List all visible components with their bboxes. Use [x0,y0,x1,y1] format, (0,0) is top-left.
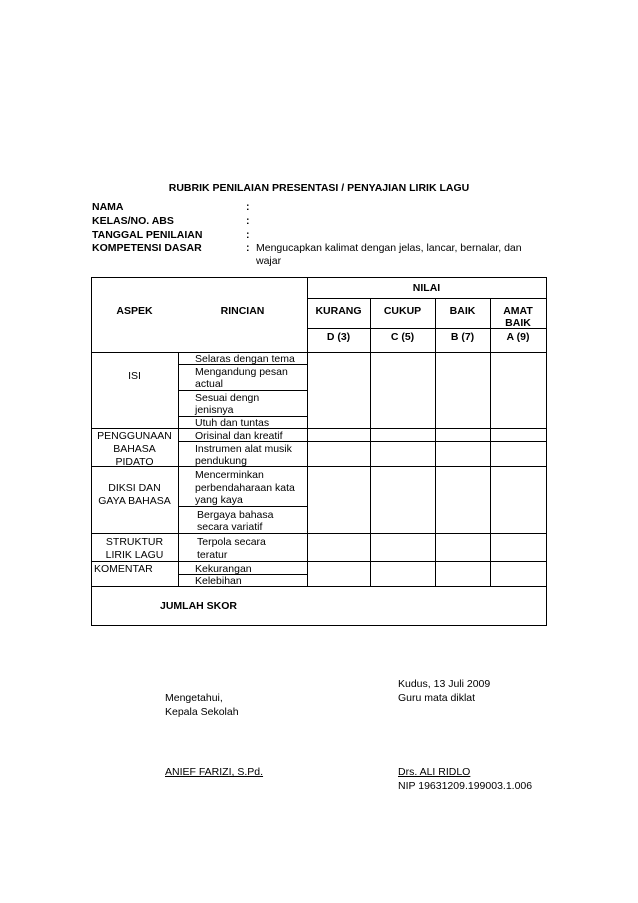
rincian-orisinal: Orisinal dan kreatif [195,430,283,442]
header-level-amat-baik-line2: BAIK [505,317,531,329]
place-date: Kudus, 13 Juli 2009 [398,678,491,690]
header-aspek: ASPEK [116,305,153,317]
rincian-instrumen-line2: pendukung [195,455,247,467]
rincian-mencerminkan-line2: perbendaharaan kata [195,482,295,494]
rincian-bergaya-line1: Bergaya bahasa [197,509,274,521]
rincian-mencerminkan-line3: yang kaya [195,494,243,506]
aspek-komentar: KOMENTAR [94,563,153,575]
aspek-penggunaan-line2: BAHASA [113,443,156,455]
total-score-label: JUMLAH SKOR [160,600,238,612]
header-level-amat-baik-line1: AMAT [503,305,533,317]
info-colon-nama: : [246,201,250,213]
aspek-isi: ISI [128,370,141,382]
rincian-selaras: Selaras dengan tema [195,353,295,365]
rincian-pesan-line1: Mengandung pesan [195,366,288,378]
rincian-terpola-line1: Terpola secara [197,536,266,548]
info-colon-tanggal: : [246,229,250,241]
principal-name: ANIEF FARIZI, S.Pd. [165,766,264,778]
rincian-sesuai-line2: jenisnya [195,404,234,416]
teacher-title: Guru mata diklat [398,692,476,704]
rincian-sesuai-line1: Sesuai dengn [195,392,260,404]
teacher-nip: NIP 19631209.199003.1.006 [398,780,533,792]
info-colon-kompetensi: : [246,242,250,254]
header-code-c: C (5) [390,331,415,343]
info-label-tanggal: TANGGAL PENILAIAN [92,229,203,241]
teacher-name: Drs. ALI RIDLO [398,766,471,778]
rincian-mencerminkan-line1: Mencerminkan [195,469,264,481]
document-title: RUBRIK PENILAIAN PRESENTASI / PENYAJIAN LIRIK LAGU [168,182,470,194]
header-rincian: RINCIAN [220,305,265,317]
principal-title: Kepala Sekolah [165,706,239,718]
info-label-kelas: KELAS/NO. ABS [92,215,174,227]
rincian-kelebihan: Kelebihan [195,575,242,587]
aspek-diksi-line1: DIKSI DAN [108,482,161,494]
rincian-terpola-line2: teratur [197,549,228,561]
aspek-diksi-line2: GAYA BAHASA [98,495,171,507]
rincian-instrumen-line1: Instrumen alat musik [195,443,292,455]
rincian-utuh: Utuh dan tuntas [195,417,270,429]
header-nilai: NILAI [412,282,441,294]
rincian-bergaya-line2: secara variatif [197,521,263,533]
info-value-kompetensi-line1: Mengucapkan kalimat dengan jelas, lancar, bernalar, dan [256,242,522,254]
header-level-kurang: KURANG [315,305,362,317]
header-code-b: B (7) [450,331,475,343]
header-level-baik: BAIK [449,305,476,317]
info-label-kompetensi: KOMPETENSI DASAR [92,242,202,254]
header-code-a: A (9) [506,331,530,343]
aspek-penggunaan-line3: PIDATO [115,456,154,468]
aspek-penggunaan-line1: PENGGUNAAN [97,430,172,442]
info-colon-kelas: : [246,215,250,227]
aspek-struktur-line2: LIRIK LAGU [105,549,164,561]
header-level-cukup: CUKUP [383,305,422,317]
info-value-kompetensi-line2: wajar [256,255,282,267]
header-code-d: D (3) [326,331,351,343]
aspek-struktur-line1: STRUKTUR [105,536,164,548]
approval-label: Mengetahui, [165,692,223,704]
info-label-nama: NAMA [92,201,124,213]
rincian-kekurangan: Kekurangan [195,563,252,575]
rincian-pesan-line2: actual [195,378,224,390]
